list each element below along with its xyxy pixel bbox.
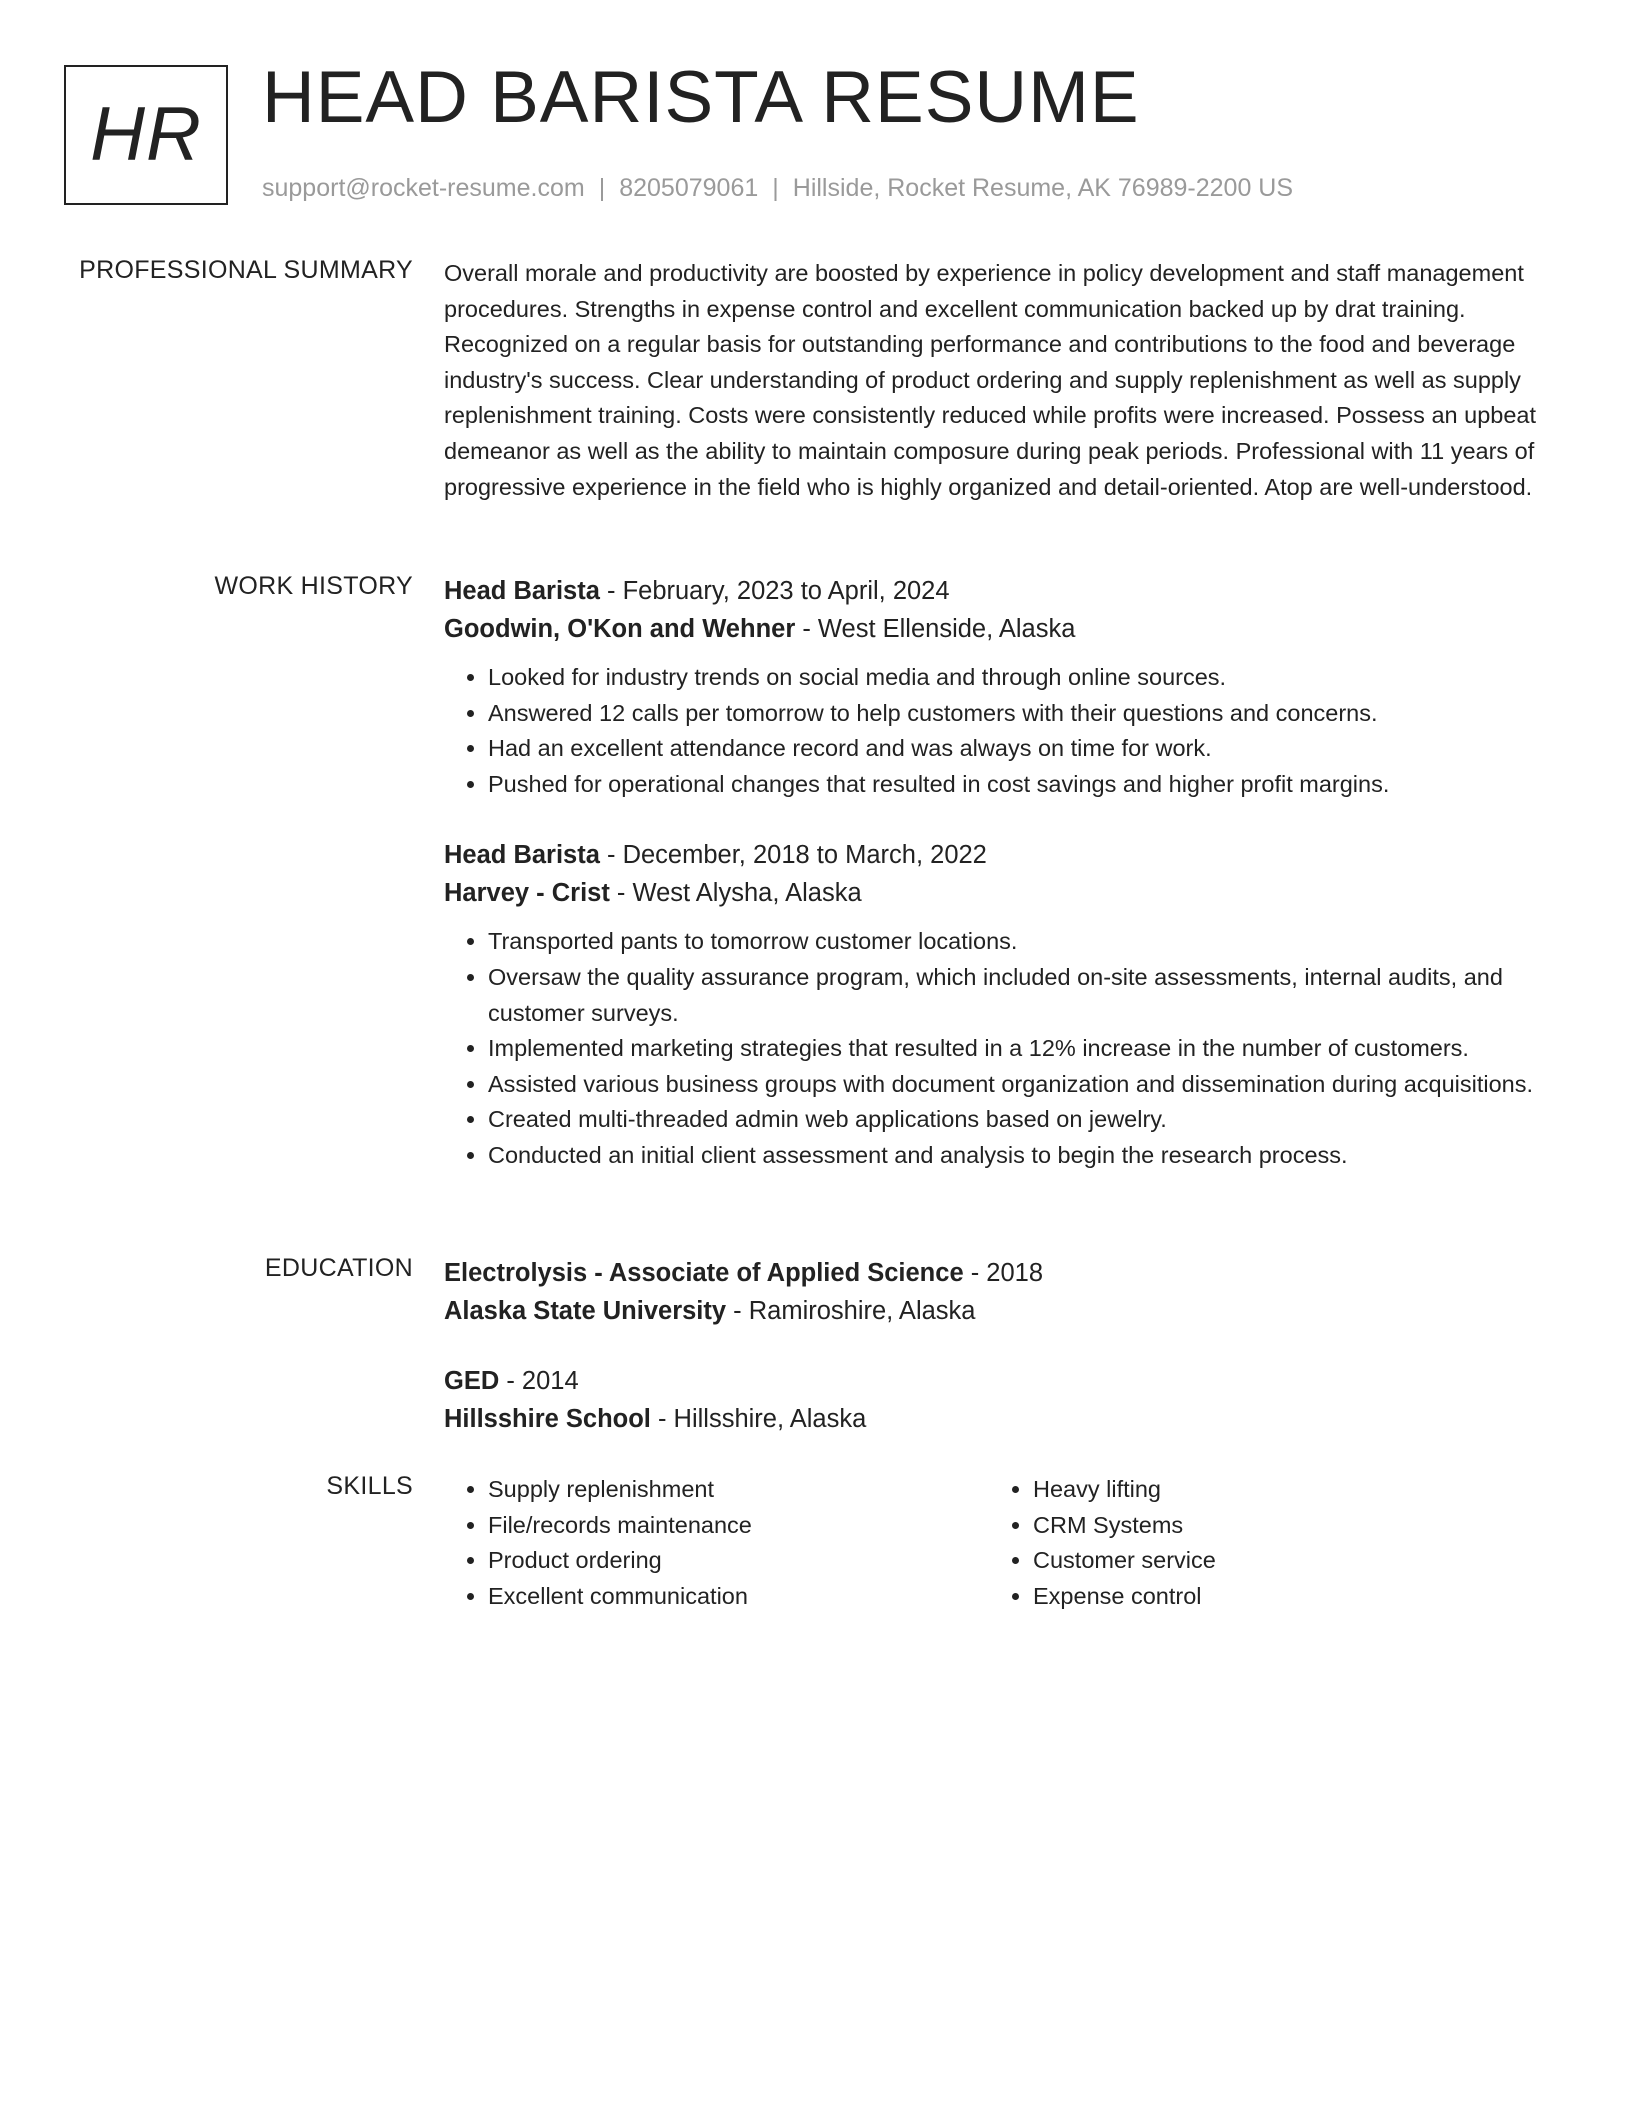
monogram-box bbox=[64, 65, 228, 205]
work-history-body bbox=[444, 572, 1560, 1208]
education-location: - Hillsshire, Alaska bbox=[650, 1405, 867, 1433]
job-company-line bbox=[444, 610, 1560, 648]
skill-item: • Expense control bbox=[1033, 1579, 1534, 1615]
education-school: Hillsshire School bbox=[444, 1405, 651, 1433]
summary-text: Overall morale and productivity are boosted by experience in policy development and staff management procedures. Strengths in expense control and excellent communication backed up by drat training. Recognized on a regular basis for outstanding performance and contributions to the food and beverage industry's success. Clear understanding of product ordering and supply replenishment as well as supply replenishment training. Costs were consistently reduced while profits were increased. Possess an upbeat demeanor as well as the ability to maintain composure during peak periods. Professional with 11 years of progressive experience in the field who is highly organized and detail-oriented. Atop are well-understood. bbox=[444, 260, 1537, 500]
job-location: - West Ellenside, Alaska bbox=[795, 615, 1076, 643]
contact-separator: | bbox=[772, 174, 779, 202]
education-body bbox=[444, 1254, 1560, 1470]
job-title: Head Barista bbox=[444, 577, 600, 605]
education-school: Alaska State University bbox=[444, 1297, 727, 1325]
job-bullet: • Had an excellent attendance record and was always on time for work. bbox=[488, 731, 1560, 767]
contact-phone: 8205079061 bbox=[619, 174, 759, 202]
job-title-line bbox=[444, 836, 1560, 874]
job-bullet: • Created multi-threaded admin web applications based on jewelry. bbox=[488, 1102, 1560, 1138]
job-bullet: • Pushed for operational changes that resulted in cost savings and higher profit margins. bbox=[488, 767, 1560, 803]
job-bullets bbox=[444, 924, 1560, 1173]
education-entry bbox=[444, 1254, 1560, 1330]
skill-item: • Product ordering bbox=[488, 1543, 989, 1579]
summary-body bbox=[444, 256, 1560, 505]
job-dates: - February, 2023 to April, 2024 bbox=[599, 577, 950, 605]
section-heading-work-history: WORK HISTORY bbox=[214, 572, 413, 600]
contact-line bbox=[262, 174, 1293, 203]
section-heading-summary: PROFESSIONAL SUMMARY bbox=[79, 256, 413, 284]
job-bullet: • Transported pants to tomorrow customer locations. bbox=[488, 924, 1560, 960]
job-location: - West Alysha, Alaska bbox=[609, 879, 862, 908]
job-company: Harvey - Crist bbox=[444, 879, 610, 908]
skills-list-right bbox=[989, 1472, 1534, 1614]
section-heading-skills: SKILLS bbox=[326, 1472, 413, 1500]
education-degree: GED bbox=[444, 1367, 500, 1395]
job-bullets bbox=[444, 660, 1560, 802]
skill-item: • Customer service bbox=[1033, 1543, 1534, 1579]
education-school-line bbox=[444, 1400, 1560, 1438]
education-degree-line bbox=[444, 1362, 1560, 1400]
job-bullet: • Oversaw the quality assurance program, which included on-site assessments, internal audits, and customer surveys. bbox=[488, 960, 1560, 1031]
skill-item: • CRM Systems bbox=[1033, 1508, 1534, 1544]
education-degree: Electrolysis - Associate of Applied Science bbox=[444, 1259, 964, 1287]
job-bullet: • Conducted an initial client assessment and analysis to begin the research process. bbox=[488, 1138, 1560, 1174]
job-entry bbox=[444, 572, 1560, 802]
skill-item: • Heavy lifting bbox=[1033, 1472, 1534, 1508]
education-location: - Ramiroshire, Alaska bbox=[726, 1297, 976, 1325]
education-entry bbox=[444, 1362, 1560, 1438]
skills-list-left bbox=[444, 1472, 989, 1614]
job-dates: - December, 2018 to March, 2022 bbox=[599, 841, 987, 870]
skill-item: • Excellent communication bbox=[488, 1579, 989, 1615]
monogram-initials: HR bbox=[90, 92, 202, 177]
job-title: Head Barista bbox=[444, 841, 600, 870]
job-bullet: • Implemented marketing strategies that resulted in a 12% increase in the number of customers. bbox=[488, 1031, 1560, 1067]
job-bullet: • Assisted various business groups with document organization and dissemination during acquisitions. bbox=[488, 1067, 1560, 1103]
education-year: - 2014 bbox=[499, 1367, 579, 1395]
education-year: - 2018 bbox=[963, 1259, 1044, 1287]
skills-columns bbox=[444, 1472, 1560, 1614]
job-entry bbox=[444, 836, 1560, 1173]
skill-item: • Supply replenishment bbox=[488, 1472, 989, 1508]
job-company-line bbox=[444, 874, 1560, 912]
education-school-line bbox=[444, 1292, 1560, 1330]
job-company: Goodwin, O'Kon and Wehner bbox=[444, 615, 796, 643]
resume-title: HEAD BARISTA RESUME bbox=[262, 57, 1140, 138]
job-title-line bbox=[444, 572, 1560, 610]
contact-separator: | bbox=[598, 174, 606, 202]
contact-email: support@rocket-resume.com bbox=[262, 174, 585, 202]
skills-body bbox=[444, 1472, 1560, 1614]
skill-item: • File/records maintenance bbox=[488, 1508, 989, 1544]
contact-address: Hillside, Rocket Resume, AK 76989-2200 US bbox=[792, 174, 1294, 202]
education-degree-line bbox=[444, 1254, 1560, 1292]
job-bullet: • Looked for industry trends on social media and through online sources. bbox=[488, 660, 1560, 696]
section-heading-education: EDUCATION bbox=[264, 1254, 413, 1282]
job-bullet: • Answered 12 calls per tomorrow to help customers with their questions and concerns. bbox=[488, 696, 1560, 732]
